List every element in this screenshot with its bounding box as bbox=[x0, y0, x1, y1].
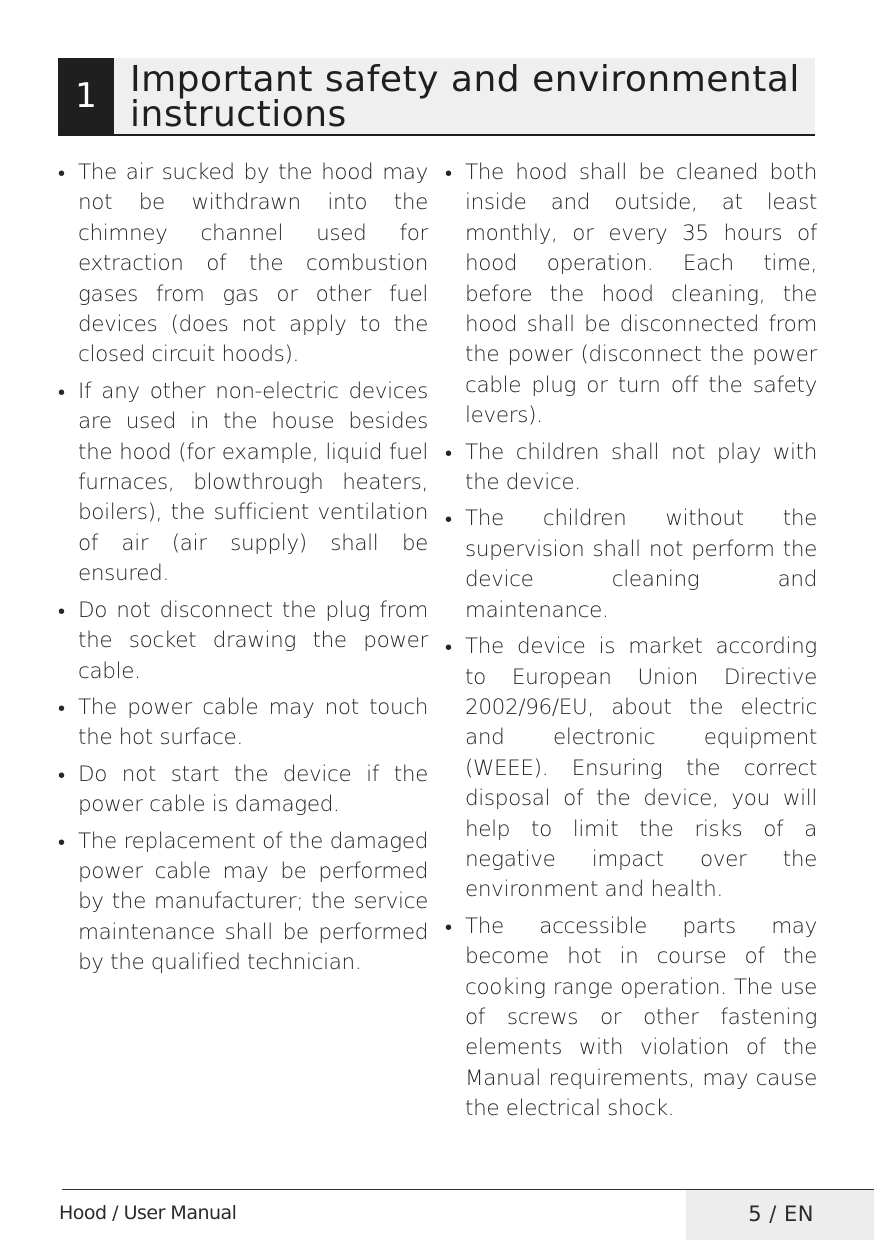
list-item bbox=[58, 693, 428, 754]
page-number: 5 / EN bbox=[748, 1202, 814, 1226]
list-item-text: The device is market according to European Union Directive 2002/96/EU, about the electric and electronic equipment (WEEE). Ensuring the correct disposal of the device, you will help to limit the risks of a negative impact over the environment and health. bbox=[465, 634, 817, 903]
bullet-icon: • bbox=[445, 440, 452, 465]
bullet-icon: • bbox=[58, 762, 65, 787]
list-item-text: The hood shall be cleaned both inside and outside, at least monthly, or every 35 hours of hood operation. Each time, before the hood cleaning, the hood shall be disconnected from the power (disconnect the power cable plug or turn off the safety levers). bbox=[465, 160, 817, 429]
footer-document-label: Hood / User Manual bbox=[59, 1202, 237, 1224]
bullet-icon: • bbox=[58, 379, 65, 404]
list-item bbox=[445, 504, 817, 626]
list-item bbox=[445, 912, 817, 1125]
list-item bbox=[58, 596, 428, 687]
list-item-text: Do not disconnect the plug from the socket drawing the power cable. bbox=[78, 597, 428, 684]
list-item-text: The accessible parts may become hot in course of the cooking range operation. The use of screws or other fastening elements with violation of the Manual requirements, may cause the electrical shock. bbox=[465, 913, 817, 1122]
list-item bbox=[58, 827, 428, 979]
bullet-icon: • bbox=[445, 507, 452, 532]
list-item bbox=[58, 760, 428, 821]
list-item bbox=[445, 632, 817, 906]
list-item-text: The children shall not play with the device. bbox=[465, 439, 817, 496]
bullet-icon: • bbox=[445, 635, 452, 660]
list-item bbox=[445, 158, 817, 432]
list-item-text: Do not start the device if the power cable is damaged. bbox=[78, 761, 428, 818]
bullet-icon: • bbox=[58, 161, 65, 185]
list-item-text: The replacement of the damaged power cable may be performed by the manufacturer; the service maintenance shall be performed by the qualified technician. bbox=[78, 828, 428, 976]
list-item-text: The power cable may not touch the hot surface. bbox=[78, 694, 428, 751]
list-item-text: The air sucked by the hood may not be withdrawn into the chimney channel used for extraction of the combustion gases from gas or other fuel devices (does not apply to the closed circuit hoods). bbox=[78, 160, 428, 368]
bullet-icon: • bbox=[58, 695, 65, 720]
bullet-icon: • bbox=[445, 161, 452, 185]
list-item-text: The children without the supervision shall not perform the device cleaning and maintenance. bbox=[465, 506, 817, 623]
bullet-icon: • bbox=[58, 829, 65, 854]
chapter-title: Important safety and environmental instructions bbox=[130, 59, 800, 135]
list-item bbox=[58, 158, 428, 371]
bullet-icon: • bbox=[58, 598, 65, 623]
left-column bbox=[58, 158, 428, 985]
list-item bbox=[445, 438, 817, 499]
bullet-icon: • bbox=[445, 914, 452, 939]
list-item bbox=[58, 377, 428, 590]
chapter-number: 1 bbox=[58, 58, 114, 134]
footer-page-box bbox=[686, 1190, 874, 1240]
right-column bbox=[445, 158, 817, 1131]
chapter-header bbox=[58, 58, 815, 136]
list-item-text: If any other non-electric devices are used in the house besides the hood (for example, liquid fuel furnaces, blowthrough heaters, boilers), the sufficient ventilation of air (air supply) shall be ensured. bbox=[78, 378, 428, 587]
